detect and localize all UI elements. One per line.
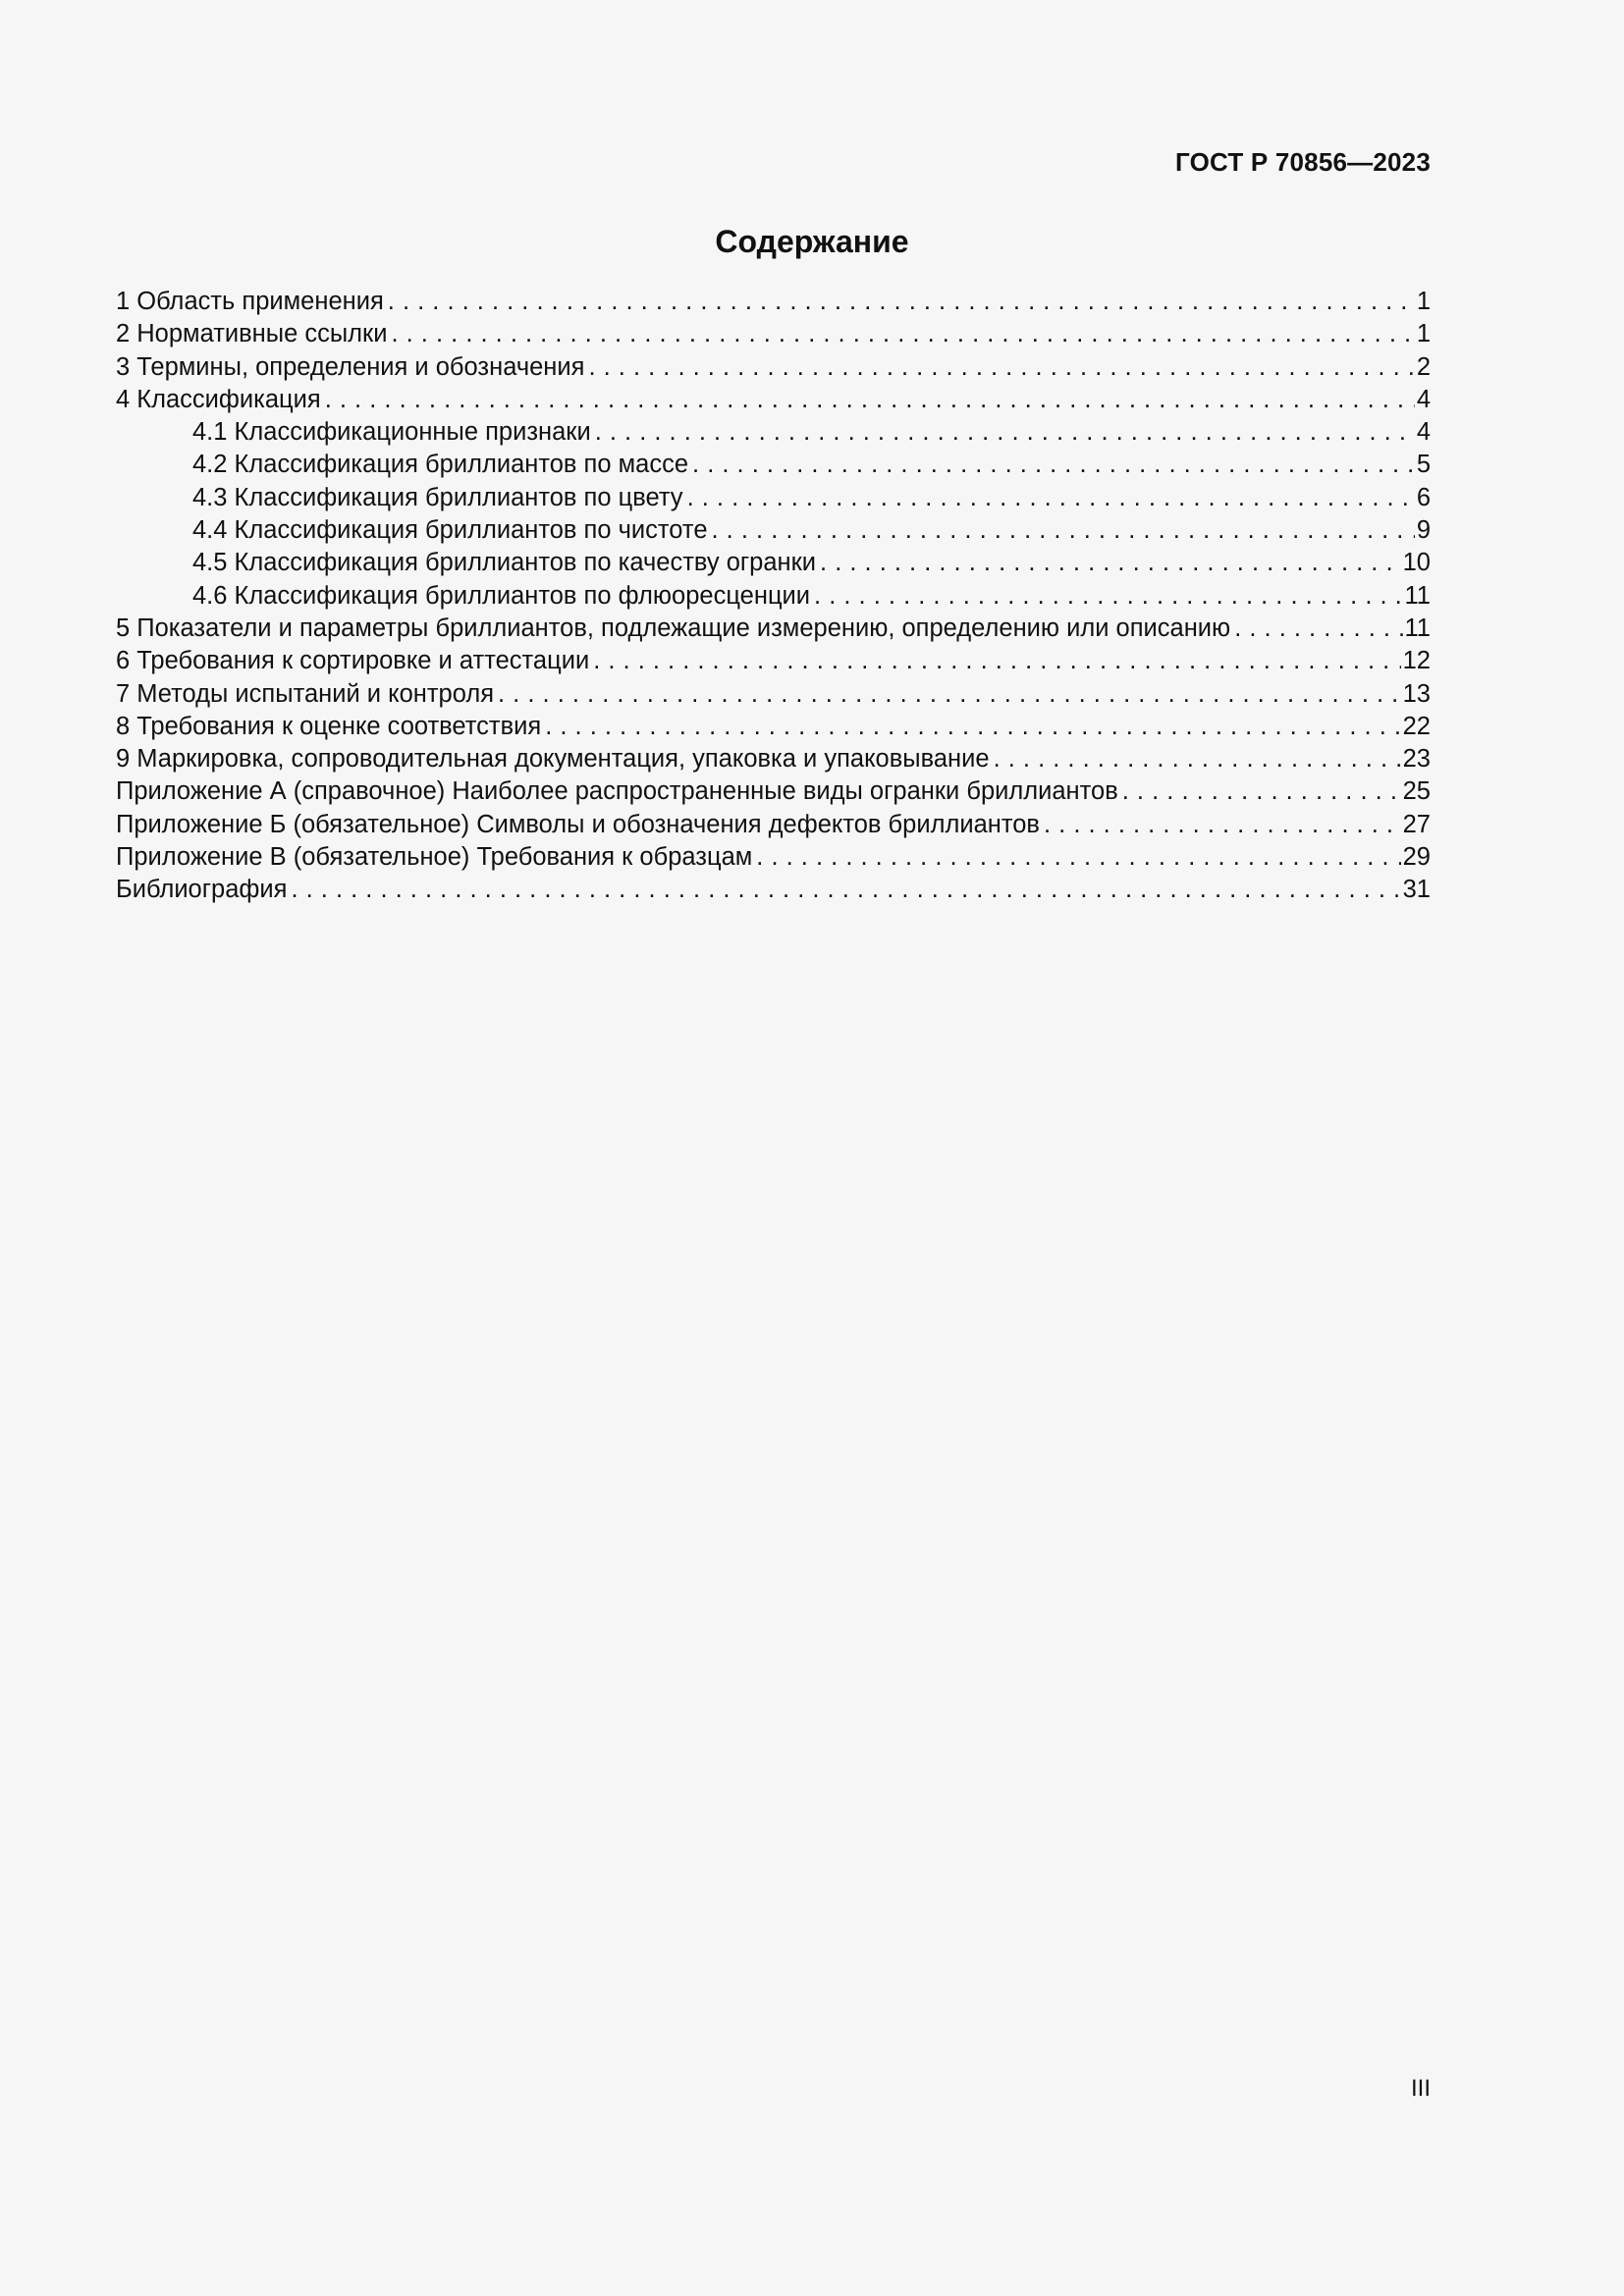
toc-dot-leader: [712, 514, 1415, 547]
toc-dot-leader: [820, 547, 1401, 579]
toc-entry-title: 5 Показатели и параметры бриллиантов, подлежащие измерению, определению или описанию: [116, 614, 1231, 642]
toc-dot-leader: [595, 416, 1415, 449]
toc-entry-title: Приложение А (справочное) Наиболее распространенные виды огранки бриллиантов: [116, 777, 1118, 806]
toc-dot-leader: [391, 318, 1414, 350]
toc-entry-page: 27: [1402, 810, 1431, 838]
toc-subentry[interactable]: [116, 482, 1431, 514]
toc-title: Содержание: [715, 224, 909, 259]
toc-dot-leader: [593, 645, 1400, 677]
toc-entry-title: 1 Область применения: [116, 288, 384, 315]
toc-dot-leader: [692, 449, 1415, 481]
toc-entry-title: Приложение В (обязательное) Требования к образцам: [116, 843, 753, 872]
toc-subentry[interactable]: [116, 416, 1431, 449]
toc-subentry[interactable]: [116, 580, 1431, 613]
toc-entry-page: 25: [1402, 777, 1431, 806]
toc-entry[interactable]: [116, 678, 1431, 711]
toc-entry-page: 12: [1402, 647, 1431, 675]
toc-entry[interactable]: [116, 384, 1431, 416]
toc-entry-page: 22: [1402, 712, 1431, 740]
toc-entry-title: 2 Нормативные ссылки: [116, 320, 388, 348]
toc-entry-page: 4: [1416, 418, 1431, 447]
toc-entry-page: 10: [1402, 549, 1431, 577]
toc-entry-title: 4 Классификация: [116, 385, 321, 413]
page-number: III: [1410, 2075, 1431, 2102]
toc-entry-page: 11: [1404, 581, 1431, 610]
table-of-contents: [116, 286, 1431, 907]
toc-entry-title: Приложение Б (обязательное) Символы и обозначения дефектов бриллиантов: [116, 810, 1040, 838]
toc-dot-leader: [545, 711, 1400, 743]
toc-entry-title: 9 Маркировка, сопроводительная документация, упаковка и упаковывание: [116, 745, 990, 774]
toc-entry[interactable]: [116, 318, 1431, 350]
toc-entry-page: 29: [1402, 843, 1431, 872]
toc-dot-leader: [588, 351, 1414, 384]
toc-entry-title: 8 Требования к оценке соответствия: [116, 712, 542, 740]
toc-entry-page: 6: [1416, 483, 1431, 511]
toc-entry-page: 31: [1402, 876, 1431, 904]
toc-entry-page: 1: [1416, 320, 1431, 348]
toc-entry-title: 4.2 Классификация бриллиантов по массе: [192, 451, 689, 479]
toc-entry-title: 3 Термины, определения и обозначения: [116, 352, 585, 381]
toc-dot-leader: [1044, 809, 1401, 841]
toc-entry[interactable]: [116, 645, 1431, 677]
toc-entry[interactable]: [116, 711, 1431, 743]
toc-dot-leader: [1122, 775, 1401, 808]
toc-subentry[interactable]: [116, 547, 1431, 579]
toc-entry[interactable]: [116, 775, 1431, 808]
toc-dot-leader: [1234, 613, 1402, 645]
toc-entry[interactable]: [116, 809, 1431, 841]
toc-entry-page: 5: [1416, 451, 1431, 479]
toc-entry-page: 4: [1416, 385, 1431, 413]
toc-entry-page: 13: [1402, 679, 1431, 708]
toc-entry[interactable]: [116, 613, 1431, 645]
toc-dot-leader: [994, 743, 1401, 775]
toc-dot-leader: [498, 678, 1401, 711]
toc-entry-title: 4.6 Классификация бриллиантов по флюоресценции: [192, 581, 811, 610]
toc-entry-title: 4.1 Классификационные признаки: [192, 418, 591, 447]
toc-entry-title: 4.4 Классификация бриллиантов по чистоте: [192, 516, 708, 545]
toc-entry-page: 23: [1402, 745, 1431, 774]
toc-entry[interactable]: [116, 351, 1431, 384]
toc-entry-page: 2: [1416, 352, 1431, 381]
toc-dot-leader: [291, 874, 1400, 906]
toc-entry-page: 9: [1416, 516, 1431, 545]
toc-entry[interactable]: [116, 743, 1431, 775]
document-code: ГОСТ Р 70856—2023: [1175, 147, 1431, 177]
toc-entry-title: 6 Требования к сортировке и аттестации: [116, 647, 590, 675]
toc-entry-page: 1: [1416, 288, 1431, 315]
toc-entry-title: 7 Методы испытаний и контроля: [116, 679, 495, 708]
toc-entry[interactable]: [116, 874, 1431, 906]
toc-dot-leader: [814, 580, 1402, 613]
toc-entry[interactable]: [116, 841, 1431, 874]
toc-dot-leader: [687, 482, 1415, 514]
toc-entry[interactable]: [116, 286, 1431, 318]
toc-dot-leader: [388, 286, 1415, 318]
toc-entry-title: Библиография: [116, 876, 288, 904]
toc-subentry[interactable]: [116, 514, 1431, 547]
toc-entry-title: 4.5 Классификация бриллиантов по качеству огранки: [192, 549, 817, 577]
toc-entry-page: 11: [1404, 614, 1431, 642]
toc-dot-leader: [325, 384, 1415, 416]
toc-entry-title: 4.3 Классификация бриллиантов по цвету: [192, 483, 683, 511]
toc-dot-leader: [756, 841, 1400, 874]
toc-subentry[interactable]: [116, 449, 1431, 481]
